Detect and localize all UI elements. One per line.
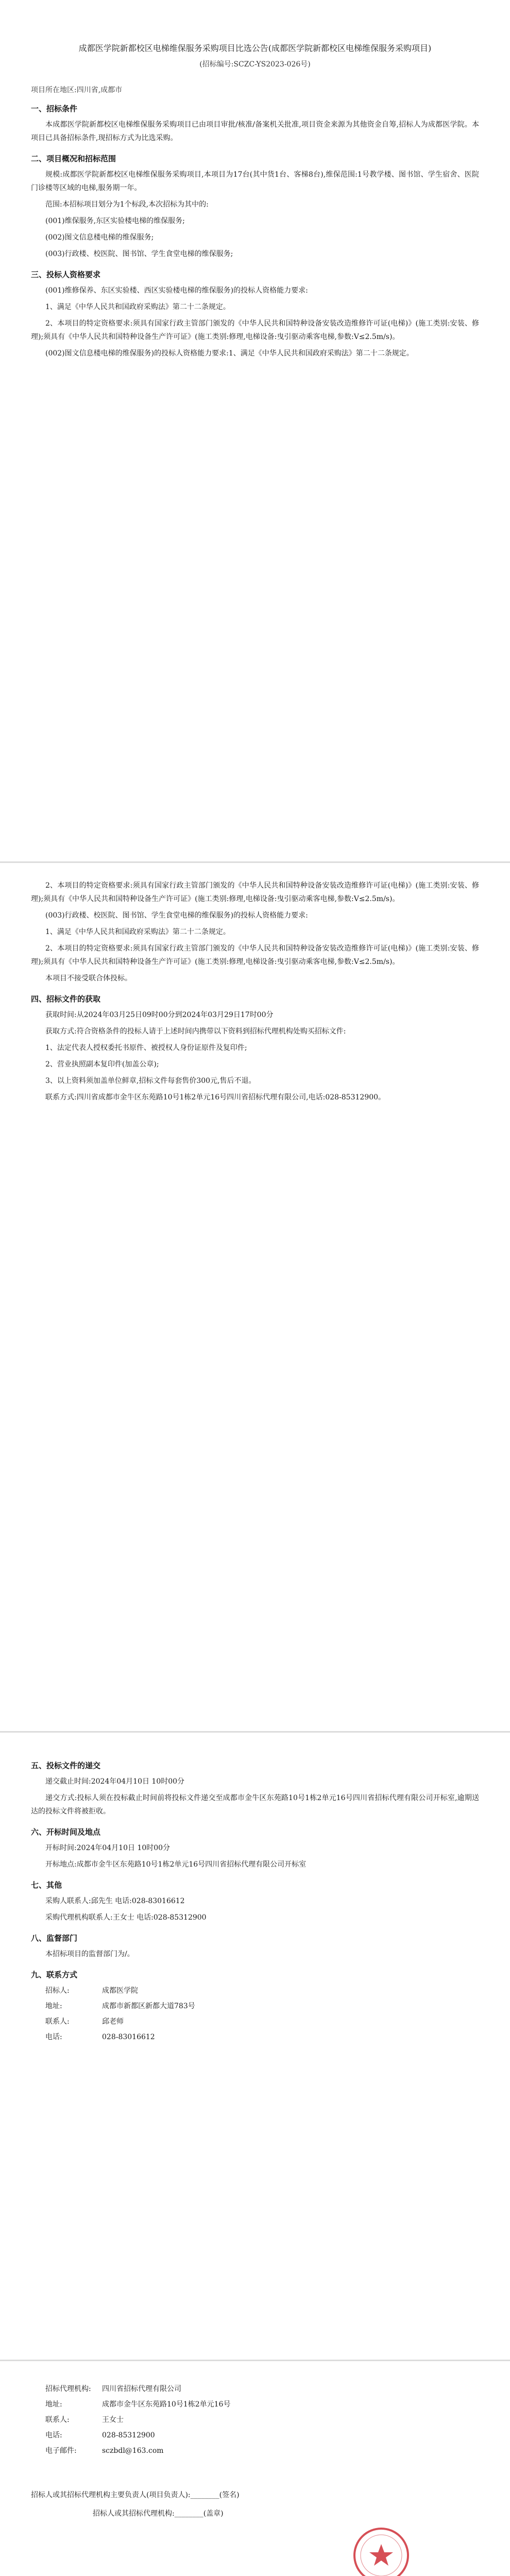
agency-contact-label: 联系人: <box>45 2416 70 2424</box>
document-page-4 <box>0 2380 510 2576</box>
section-3-lot-2-special: 2、本项目的特定资格要求:须具有国家行政主管部门颁发的《中华人民共和国特种设备安装改造维修许可证(电梯)》(施工类别:安装、修理);须具有《中华人民共和国特种设备生产许可证》(施工类别:修理,电梯设备:曳引驱动乘客电梯,参数:V≤2.5m/s)。 <box>31 882 479 903</box>
tenderer-contact-row <box>45 2015 479 2028</box>
tender-number: (招标编号:SCZC-YS2023-026号) <box>199 60 311 69</box>
section-6-time: 开标时间:2024年04月10日 10时00分 <box>45 1844 171 1852</box>
section-2-scale: 规模:成都医学院新都校区电梯维保服务采购项目,本项目为17台(其中货1台、客梯8台),维保范围:1号教学楼、图书馆、学生宿舍、医院门诊楼等区域的电梯,服务期一年。 <box>31 171 479 192</box>
address-label: 地址: <box>45 2002 62 2010</box>
tenderer-phone-row <box>45 2030 479 2044</box>
section-3-lot-3-law: 1、满足《中华人民共和国政府采购法》第二十二条规定。 <box>45 928 230 936</box>
section-3-lot-1-special: 2、本项目的特定资格要求:须具有国家行政主管部门颁发的《中华人民共和国特种设备安装改造维修许可证(电梯)》(施工类别:安装、修理);须具有《中华人民共和国特种设备生产许可证》(施工类别:修理,电梯设备:曳引驱动乘客电梯,参数:V≤2.5m/s)。 <box>31 319 479 341</box>
agency-contact-row <box>45 2413 479 2427</box>
tenderer-address-row <box>45 1999 479 2013</box>
section-2-scope: 范围:本招标项目划分为1个标段,本次招标为其中的: <box>45 200 209 209</box>
section-3-lot-1-req: (001)维修保养、东区实验楼、西区实验楼电梯的维保服务)的投标人资格能力要求: <box>45 286 308 295</box>
section-3-lot-2-req: (002)图文信息楼电梯的维保服务)的投标人资格能力要求:1、满足《中华人民共和国政府采购法》第二十二条规定。 <box>45 349 414 358</box>
section-heading-1: 一、招标条件 <box>31 104 78 113</box>
section-heading-5: 五、投标文件的递交 <box>31 1761 101 1770</box>
section-heading-2: 二、项目概况和招标范围 <box>31 154 116 163</box>
section-8-text: 本招标项目的监督部门为/。 <box>45 1950 134 1958</box>
contact-label: 联系人: <box>45 2018 70 2026</box>
section-heading-7: 七、其他 <box>31 1880 62 1890</box>
section-2-lot-2: (002)图文信息楼电梯的维保服务; <box>45 233 154 242</box>
agency-name-label: 招标代理机构: <box>45 2385 91 2393</box>
section-7-buyer-contact: 采购人联系人:邱先生 电话:028-83016612 <box>45 1897 185 1905</box>
tenderer-row <box>45 1984 479 1997</box>
project-location: 项目所在地区:四川省,成都市 <box>31 86 123 94</box>
page-divider <box>0 2360 510 2361</box>
document-title: 成都医学院新都校区电梯维保服务采购项目比选公告(成都医学院新都校区电梯维保服务采购项目) <box>78 43 432 53</box>
section-3-lot-1-law: 1、满足《中华人民共和国政府采购法》第二十二条规定。 <box>45 303 230 311</box>
section-5-deadline: 递交截止时间:2024年04月10日 10时00分 <box>45 1777 185 1786</box>
phone-value: 028-83016612 <box>102 2033 155 2041</box>
agency-email-row <box>45 2444 479 2458</box>
section-3-lot-3-req: (003)行政楼、校医院、图书馆、学生食堂电梯的维保服务)的投标人资格能力要求: <box>45 911 308 920</box>
tenderer-label: 招标人: <box>45 1987 70 1995</box>
section-4-item-2: 2、营业执照副本复印件(加盖公章); <box>45 1060 159 1069</box>
section-4-method: 获取方式:符合资格条件的投标人请于上述时间内携带以下资料到招标代理机构处购买招标文件: <box>45 1027 346 1036</box>
section-4-time: 获取时间:从2024年03月25日09时00分到2024年03月29日17时00分 <box>45 1011 274 1019</box>
agency-phone-row <box>45 2429 479 2442</box>
section-6-place: 开标地点:成都市金牛区东苑路10号1栋2单元16号四川省招标代理有限公司开标室 <box>45 1860 307 1869</box>
section-2-lot-3: (003)行政楼、校医院、图书馆、学生食堂电梯的维保服务; <box>45 250 233 258</box>
section-heading-8: 八、监督部门 <box>31 1934 78 1943</box>
section-heading-4: 四、招标文件的获取 <box>31 994 101 1004</box>
signature-line-1: 招标人或其招标代理机构主要负责人(项目负责人):________(签名) <box>31 2491 240 2499</box>
agency-address-value: 成都市金牛区东苑路10号1栋2单元16号 <box>102 2400 231 2409</box>
agency-phone-value: 028-85312900 <box>102 2431 155 2439</box>
agency-contact-value: 王女士 <box>102 2416 124 2424</box>
section-3-consortium: 本项目不接受联合体投标。 <box>45 974 132 982</box>
section-4-item-1: 1、法定代表人授权委托书原件、被授权人身份证原件及复印件; <box>45 1044 247 1052</box>
agency-name-value: 四川省招标代理有限公司 <box>102 2385 181 2393</box>
section-3-lot-3-special: 2、本项目的特定资格要求:须具有国家行政主管部门颁发的《中华人民共和国特种设备安装改造维修许可证(电梯)》(施工类别:安装、修理);须具有《中华人民共和国特种设备生产许可证》(施工类别:修理,电梯设备:曳引驱动乘客电梯,参数:V≤2.5m/s)。 <box>31 944 479 966</box>
section-heading-9: 九、联系方式 <box>31 1970 78 1979</box>
section-2-lot-1: (001)维保服务,东区实验楼电梯的维保服务; <box>45 217 185 225</box>
agency-address-label: 地址: <box>45 2400 62 2409</box>
tenderer-value: 成都医学院 <box>102 1987 138 1995</box>
section-1-text: 本成都医学院新都校区电梯维保服务采购项目已由项目审批/核准/备案机关批准,项目资金来源为其他资金自筹,招标人为成都医学院。本项目已具备招标条件,现招标方式为比选采购。 <box>31 121 479 142</box>
signature-line-2: 招标人或其招标代理机构:________(盖章) <box>93 2510 224 2518</box>
section-heading-3: 三、投标人资格要求 <box>31 270 101 279</box>
section-4-item-3: 3、以上资料须加盖单位鲜章,招标文件每套售价300元,售后不退。 <box>45 1077 256 1085</box>
document-page-3 <box>0 1752 510 2349</box>
official-seal-icon <box>350 2524 412 2576</box>
address-value: 成都市新都区新都大道783号 <box>102 2002 195 2010</box>
section-5-method: 递交方式:投标人须在投标截止时间前将投标文件递交至成都市金牛区东苑路10号1栋2单元16号四川省招标代理有限公司开标室,逾期送达的投标文件将被拒收。 <box>31 1794 479 1816</box>
agency-address-row <box>45 2398 479 2411</box>
document-page-1 <box>0 41 510 845</box>
agency-phone-label: 电话: <box>45 2431 62 2439</box>
document-page-2 <box>0 876 510 1710</box>
agency-name-row <box>45 2382 479 2396</box>
page-divider <box>0 1731 510 1733</box>
section-heading-6: 六、开标时间及地点 <box>31 1827 101 1837</box>
page-divider <box>0 861 510 863</box>
section-4-contact: 联系方式:四川省成都市金牛区东苑路10号1栋2单元16号四川省招标代理有限公司,电话:028-85312900。 <box>45 1093 386 1101</box>
section-7-agent-contact: 采购代理机构联系人:王女士 电话:028-85312900 <box>45 1913 207 1922</box>
agency-email-label: 电子邮件: <box>45 2447 77 2455</box>
contact-value: 邱老师 <box>102 2018 124 2026</box>
phone-label: 电话: <box>45 2033 62 2041</box>
agency-email-value: sczbdl@163.com <box>102 2447 164 2455</box>
